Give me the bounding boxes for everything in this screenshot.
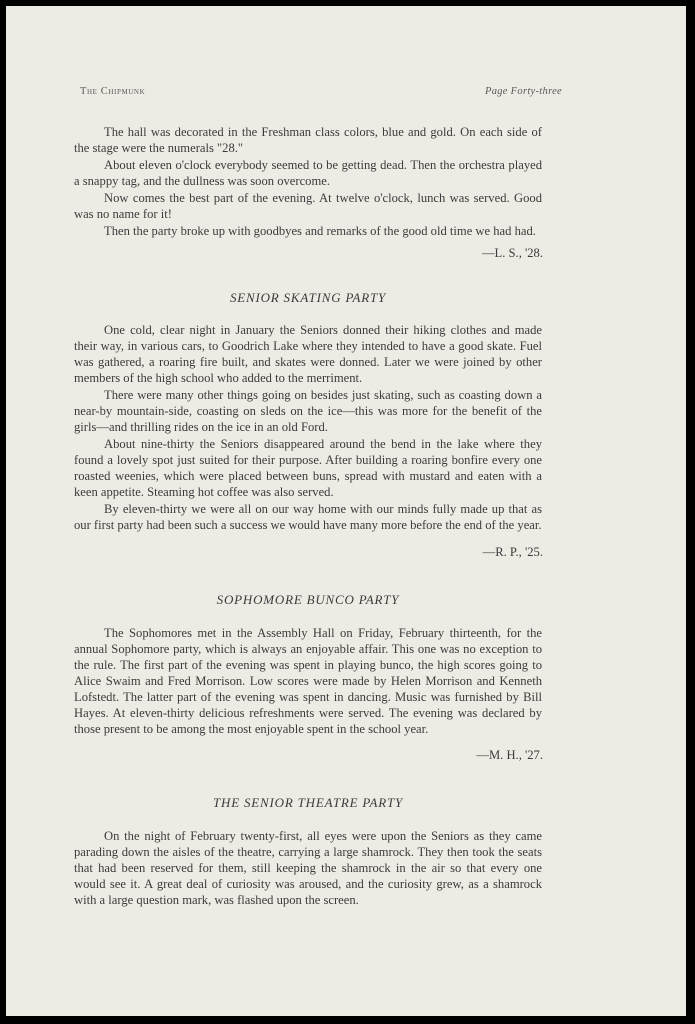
section-title: SOPHOMORE BUNCO PARTY [216,592,400,607]
author-signature: —L. S., '28. [481,246,543,260]
paragraph: By eleven-thirty we were all on our way home with our minds fully made up that as our first party had been such a success we would have many more before the end of the year. [74,502,542,532]
paragraph: One cold, clear night in January the Seniors donned their hiking clothes and made their way, in various cars, to Goodrich Lake where they intended to have a good skate. Fuel was gathered, a roaring fire built, and skates were donned. Later we were joined by other members of the high school who added to the merriment. [74,323,542,385]
publication-title: The Chipmunk [80,86,146,97]
paragraph: About nine-thirty the Seniors disappeared around the bend in the lake where they found a lovely spot just suited for their purpose. After building a roaring bonfire every one roasted weenies, which were placed between buns, spread with mustard and eaten with a keen appetite. Steaming hot coffee was also served. [74,437,542,499]
author-signature: —M. H., '27. [476,748,543,762]
paragraph: There were many other things going on besides just skating, such as coasting down a near-by mountain-side, coasting on sleds on the ice—this was more for the benefit of the girls—and thrilling rides on the ice in an old Ford. [74,388,542,434]
section-title: THE SENIOR THEATRE PARTY [212,795,403,810]
paragraph: About eleven o'clock everybody seemed to be getting dead. Then the orchestra played a snappy tag, and the dullness was soon overcome. [74,158,542,188]
paragraph: The Sophomores met in the Assembly Hall on Friday, February thirteenth, for the annual Sophomore party, which is always an enjoyable affair. This one was no exception to the rule. The first part of the evening was spent in playing bunco, the high scores going to Alice Swaim and Fred Morrison. Low scores were made by Helen Morrison and Kenneth Lofstedt. The latter part of the evening was spent in dancing. Music was furnished by Bill Hayes. At eleven-thirty delicious refreshments were served. The evening was declared by those present to be among the most enjoyable spent in the school year. [74,626,542,736]
paragraph: On the night of February twenty-first, all eyes were upon the Seniors as they came parading down the aisles of the theatre, carrying a large shamrock. They then took the seats that had been reserved for them, still keeping the shamrock in the air so that every one would see it. A great deal of curiosity was aroused, and the curiosity grew, as a shamrock with a large question mark, was flashed upon the screen. [74,829,542,907]
section-title: SENIOR SKATING PARTY [229,290,387,305]
paragraph: Then the party broke up with goodbyes and remarks of the good old time we had had. [104,224,536,238]
author-signature: —R. P., '25. [482,545,543,559]
paragraph: The hall was decorated in the Freshman class colors, blue and gold. On each side of the stage were the numerals "28." [74,125,542,155]
page-number: Page Forty-three [484,86,562,97]
paragraph: Now comes the best part of the evening. At twelve o'clock, lunch was served. Good was no name for it! [74,191,542,221]
